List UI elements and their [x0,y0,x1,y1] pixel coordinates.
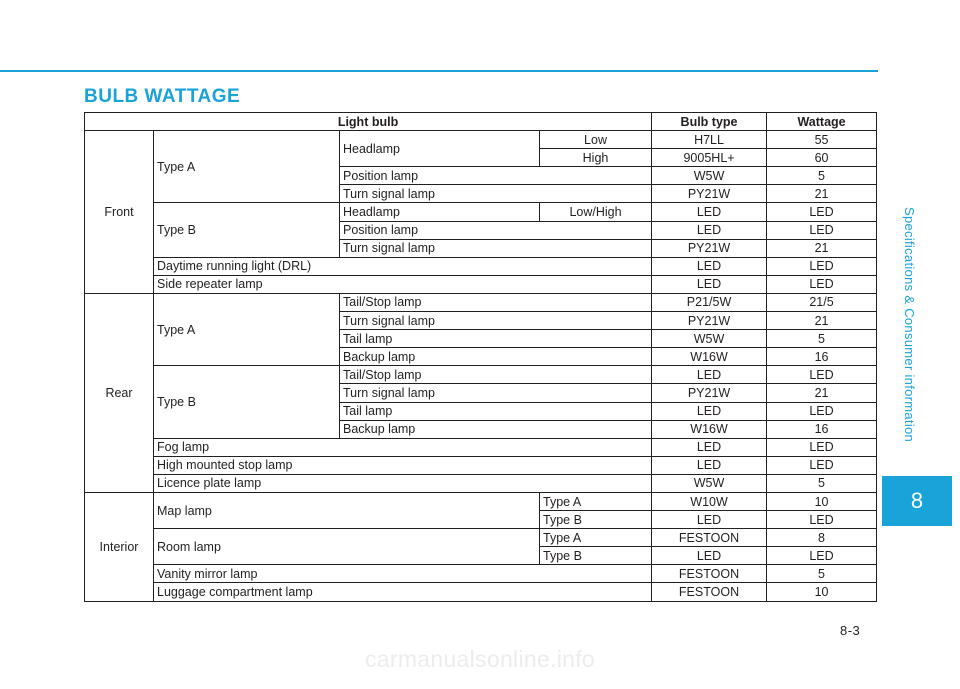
wattage-cell: 16 [767,348,877,366]
wattage-cell: 60 [767,149,877,167]
variant-cell: Type A [540,529,652,547]
bulb-type-cell: W10W [652,492,767,510]
variant-cell: High [540,149,652,167]
bulb-type-cell: W5W [652,167,767,185]
bulb-type-cell: LED [652,257,767,275]
lamp-cell: Tail/Stop lamp [340,293,652,311]
wattage-cell: 5 [767,167,877,185]
lamp-cell: Licence plate lamp [154,474,652,492]
lamp-cell: Headlamp [340,131,540,167]
subgroup-cell: Type A [154,293,340,365]
variant-cell: Low [540,131,652,149]
variant-cell: Type B [540,511,652,529]
bulb-type-cell: W16W [652,348,767,366]
wattage-cell: 16 [767,420,877,438]
lamp-cell: Position lamp [340,167,652,185]
table-row [85,492,877,510]
header-light-bulb: Light bulb [85,113,652,131]
wattage-cell: 55 [767,131,877,149]
bulb-type-cell: PY21W [652,185,767,203]
wattage-cell: LED [767,511,877,529]
bulb-type-cell: FESTOON [652,583,767,601]
lamp-cell: Turn signal lamp [340,312,652,330]
table-row [85,529,877,547]
group-cell: Interior [85,492,154,601]
bulb-type-cell: P21/5W [652,293,767,311]
chapter-side-tab [882,180,937,470]
subgroup-cell: Type A [154,131,340,203]
wattage-cell: LED [767,547,877,565]
lamp-cell: Turn signal lamp [340,239,652,257]
bulb-type-cell: LED [652,456,767,474]
table-row [85,583,877,601]
bulb-type-cell: 9005HL+ [652,149,767,167]
lamp-cell: Luggage compartment lamp [154,583,652,601]
subgroup-cell: Type B [154,203,340,257]
chapter-number-badge: 8 [882,476,952,526]
wattage-cell: 5 [767,474,877,492]
variant-cell: Type A [540,492,652,510]
table-row [85,438,877,456]
lamp-cell: Fog lamp [154,438,652,456]
bulb-wattage-table [84,112,877,602]
bulb-type-cell: FESTOON [652,565,767,583]
wattage-cell: 21 [767,239,877,257]
header-bulb-type: Bulb type [652,113,767,131]
watermark-text: carmanualsonline.info [364,646,596,672]
lamp-cell: High mounted stop lamp [154,456,652,474]
wattage-cell: 21 [767,312,877,330]
lamp-cell: Room lamp [154,529,540,565]
table-row [85,456,877,474]
table-row [85,565,877,583]
wattage-cell: LED [767,438,877,456]
wattage-cell: LED [767,366,877,384]
bulb-type-cell: FESTOON [652,529,767,547]
header-rule [0,70,878,72]
bulb-type-cell: LED [652,221,767,239]
wattage-cell: LED [767,221,877,239]
wattage-cell: LED [767,257,877,275]
lamp-cell: Tail lamp [340,402,652,420]
bulb-type-cell: LED [652,438,767,456]
wattage-cell: 21 [767,185,877,203]
table-row [85,366,877,384]
bulb-type-cell: LED [652,547,767,565]
variant-cell: Low/High [540,203,652,221]
lamp-cell: Tail/Stop lamp [340,366,652,384]
table-row [85,131,877,149]
wattage-cell: 21 [767,384,877,402]
table-row [85,474,877,492]
group-cell: Rear [85,293,154,492]
table-row [85,293,877,311]
lamp-cell: Side repeater lamp [154,275,652,293]
group-cell: Front [85,131,154,294]
bulb-type-cell: W5W [652,474,767,492]
bulb-type-cell: LED [652,511,767,529]
bulb-type-cell: PY21W [652,384,767,402]
lamp-cell: Map lamp [154,492,540,528]
wattage-cell: LED [767,456,877,474]
lamp-cell: Turn signal lamp [340,185,652,203]
wattage-cell: 10 [767,492,877,510]
bulb-type-cell: PY21W [652,312,767,330]
table-header-row [85,113,877,131]
chapter-title: Specifications & Consumer information [902,207,917,443]
bulb-type-cell: PY21W [652,239,767,257]
wattage-cell: LED [767,203,877,221]
bulb-type-cell: W5W [652,330,767,348]
lamp-cell: Position lamp [340,221,652,239]
page-number: 8-3 [840,623,861,638]
table-row [85,203,877,221]
wattage-cell: 5 [767,330,877,348]
lamp-cell: Daytime running light (DRL) [154,257,652,275]
wattage-cell: 21/5 [767,293,877,311]
header-wattage: Wattage [767,113,877,131]
lamp-cell: Tail lamp [340,330,652,348]
variant-cell: Type B [540,547,652,565]
wattage-cell: 8 [767,529,877,547]
bulb-type-cell: LED [652,275,767,293]
bulb-type-cell: LED [652,366,767,384]
lamp-cell: Headlamp [340,203,540,221]
wattage-cell: LED [767,275,877,293]
table-row [85,275,877,293]
lamp-cell: Backup lamp [340,420,652,438]
table-row [85,257,877,275]
bulb-type-cell: LED [652,402,767,420]
lamp-cell: Backup lamp [340,348,652,366]
wattage-cell: 10 [767,583,877,601]
lamp-cell: Turn signal lamp [340,384,652,402]
bulb-type-cell: H7LL [652,131,767,149]
lamp-cell: Vanity mirror lamp [154,565,652,583]
wattage-cell: 5 [767,565,877,583]
bulb-type-cell: LED [652,203,767,221]
bulb-type-cell: W16W [652,420,767,438]
section-title: BULB WATTAGE [84,86,241,107]
wattage-cell: LED [767,402,877,420]
subgroup-cell: Type B [154,366,340,438]
